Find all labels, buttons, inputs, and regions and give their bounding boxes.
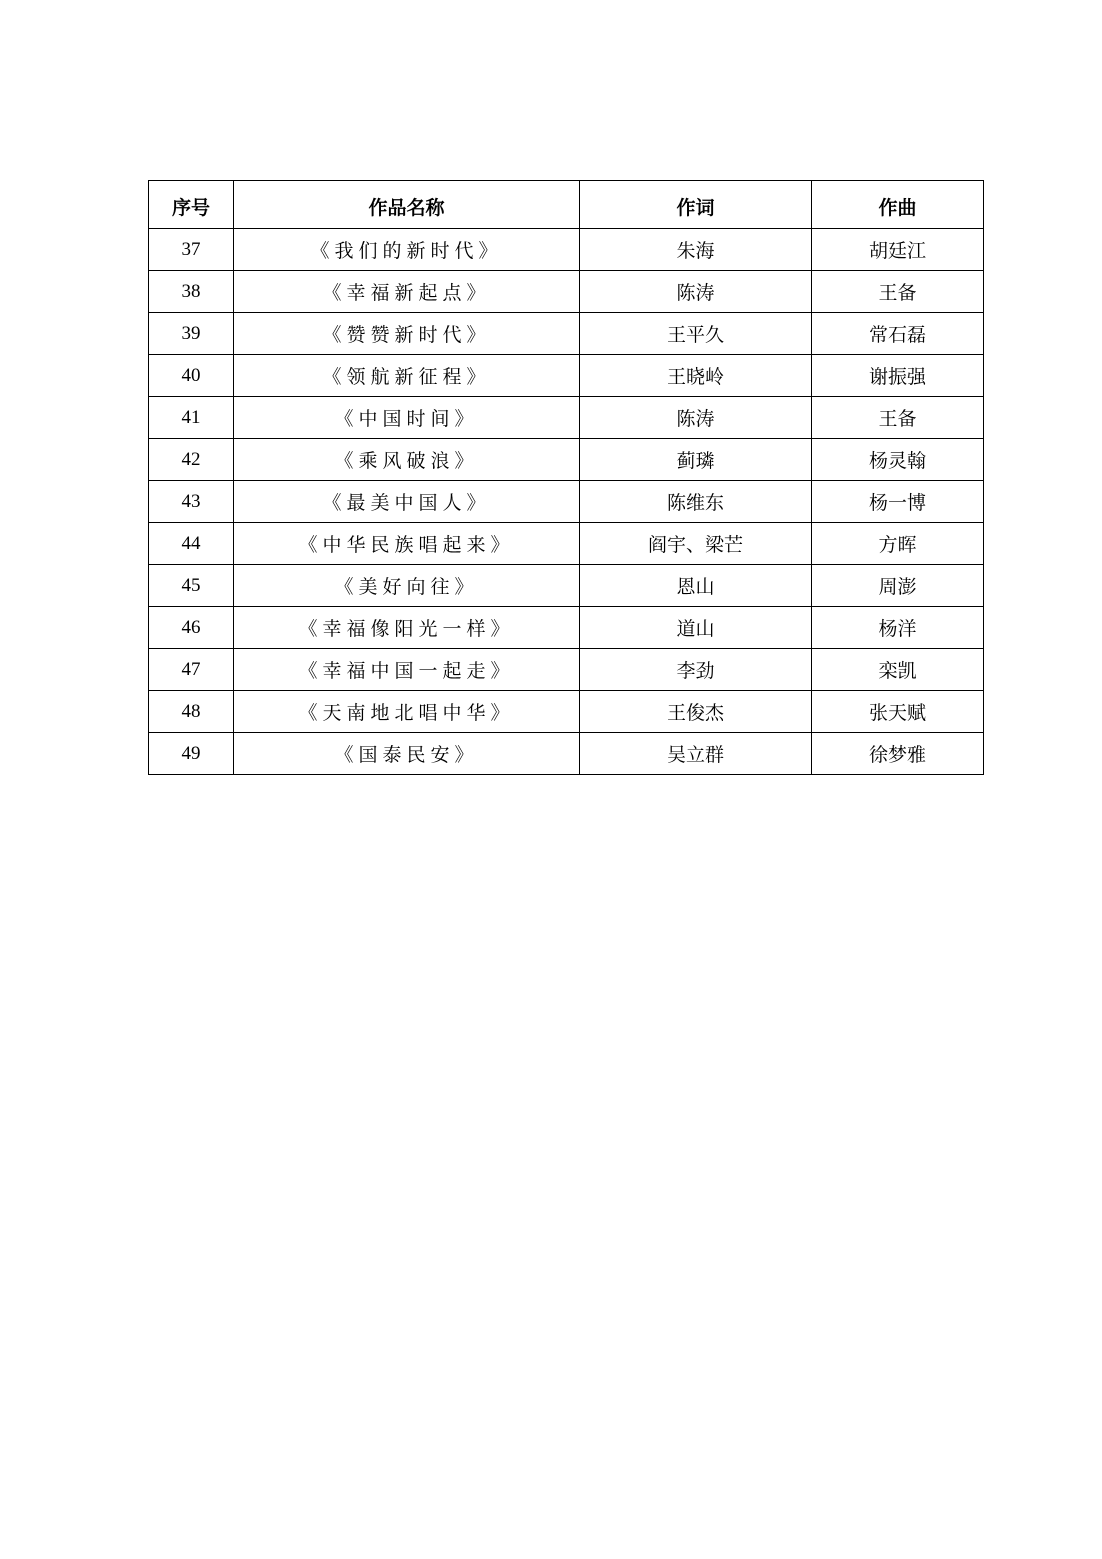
cell-lyricist: 王晓岭 (580, 355, 812, 397)
table-row (149, 229, 984, 271)
cell-lyricist: 陈涛 (580, 271, 812, 313)
cell-lyricist: 蓟璘 (580, 439, 812, 481)
table-row (149, 355, 984, 397)
cell-lyricist: 李劲 (580, 649, 812, 691)
cell-lyricist: 道山 (580, 607, 812, 649)
cell-lyricist: 王俊杰 (580, 691, 812, 733)
cell-title: 《赞赞新时代》 (234, 313, 580, 355)
cell-no: 45 (149, 565, 234, 607)
cell-composer: 周澎 (812, 565, 984, 607)
cell-composer: 胡廷江 (812, 229, 984, 271)
cell-no: 44 (149, 523, 234, 565)
cell-title: 《幸福新起点》 (234, 271, 580, 313)
cell-lyricist: 吴立群 (580, 733, 812, 775)
cell-no: 47 (149, 649, 234, 691)
header-title: 作品名称 (234, 181, 580, 229)
cell-title: 《幸福中国一起走》 (234, 649, 580, 691)
cell-composer: 栾凯 (812, 649, 984, 691)
cell-no: 40 (149, 355, 234, 397)
table-row (149, 523, 984, 565)
table-row (149, 565, 984, 607)
table-row (149, 649, 984, 691)
cell-no: 48 (149, 691, 234, 733)
cell-lyricist: 陈维东 (580, 481, 812, 523)
cell-no: 38 (149, 271, 234, 313)
cell-composer: 谢振强 (812, 355, 984, 397)
works-table (148, 180, 984, 775)
cell-composer: 徐梦雅 (812, 733, 984, 775)
header-composer: 作曲 (812, 181, 984, 229)
header-lyricist: 作词 (580, 181, 812, 229)
cell-title: 《国泰民安》 (234, 733, 580, 775)
cell-composer: 杨洋 (812, 607, 984, 649)
cell-lyricist: 恩山 (580, 565, 812, 607)
table-row (149, 481, 984, 523)
cell-title: 《中国时间》 (234, 397, 580, 439)
cell-no: 42 (149, 439, 234, 481)
cell-no: 43 (149, 481, 234, 523)
cell-lyricist: 王平久 (580, 313, 812, 355)
cell-composer: 方晖 (812, 523, 984, 565)
cell-no: 41 (149, 397, 234, 439)
cell-title: 《乘风破浪》 (234, 439, 580, 481)
table-row (149, 439, 984, 481)
cell-composer: 杨灵翰 (812, 439, 984, 481)
cell-title: 《幸福像阳光一样》 (234, 607, 580, 649)
cell-composer: 常石磊 (812, 313, 984, 355)
cell-no: 39 (149, 313, 234, 355)
cell-composer: 杨一博 (812, 481, 984, 523)
header-no: 序号 (149, 181, 234, 229)
table-row (149, 607, 984, 649)
table-row (149, 271, 984, 313)
cell-composer: 王备 (812, 271, 984, 313)
cell-title: 《中华民族唱起来》 (234, 523, 580, 565)
cell-lyricist: 阎宇、梁芒 (580, 523, 812, 565)
cell-title: 《美好向往》 (234, 565, 580, 607)
cell-title: 《领航新征程》 (234, 355, 580, 397)
table-row (149, 691, 984, 733)
cell-no: 46 (149, 607, 234, 649)
table-row (149, 733, 984, 775)
cell-title: 《我们的新时代》 (234, 229, 580, 271)
cell-lyricist: 陈涛 (580, 397, 812, 439)
cell-title: 《最美中国人》 (234, 481, 580, 523)
cell-no: 49 (149, 733, 234, 775)
table-header-row (149, 181, 984, 229)
cell-no: 37 (149, 229, 234, 271)
cell-composer: 张天赋 (812, 691, 984, 733)
table-row (149, 397, 984, 439)
table-row (149, 313, 984, 355)
cell-lyricist: 朱海 (580, 229, 812, 271)
cell-composer: 王备 (812, 397, 984, 439)
cell-title: 《天南地北唱中华》 (234, 691, 580, 733)
